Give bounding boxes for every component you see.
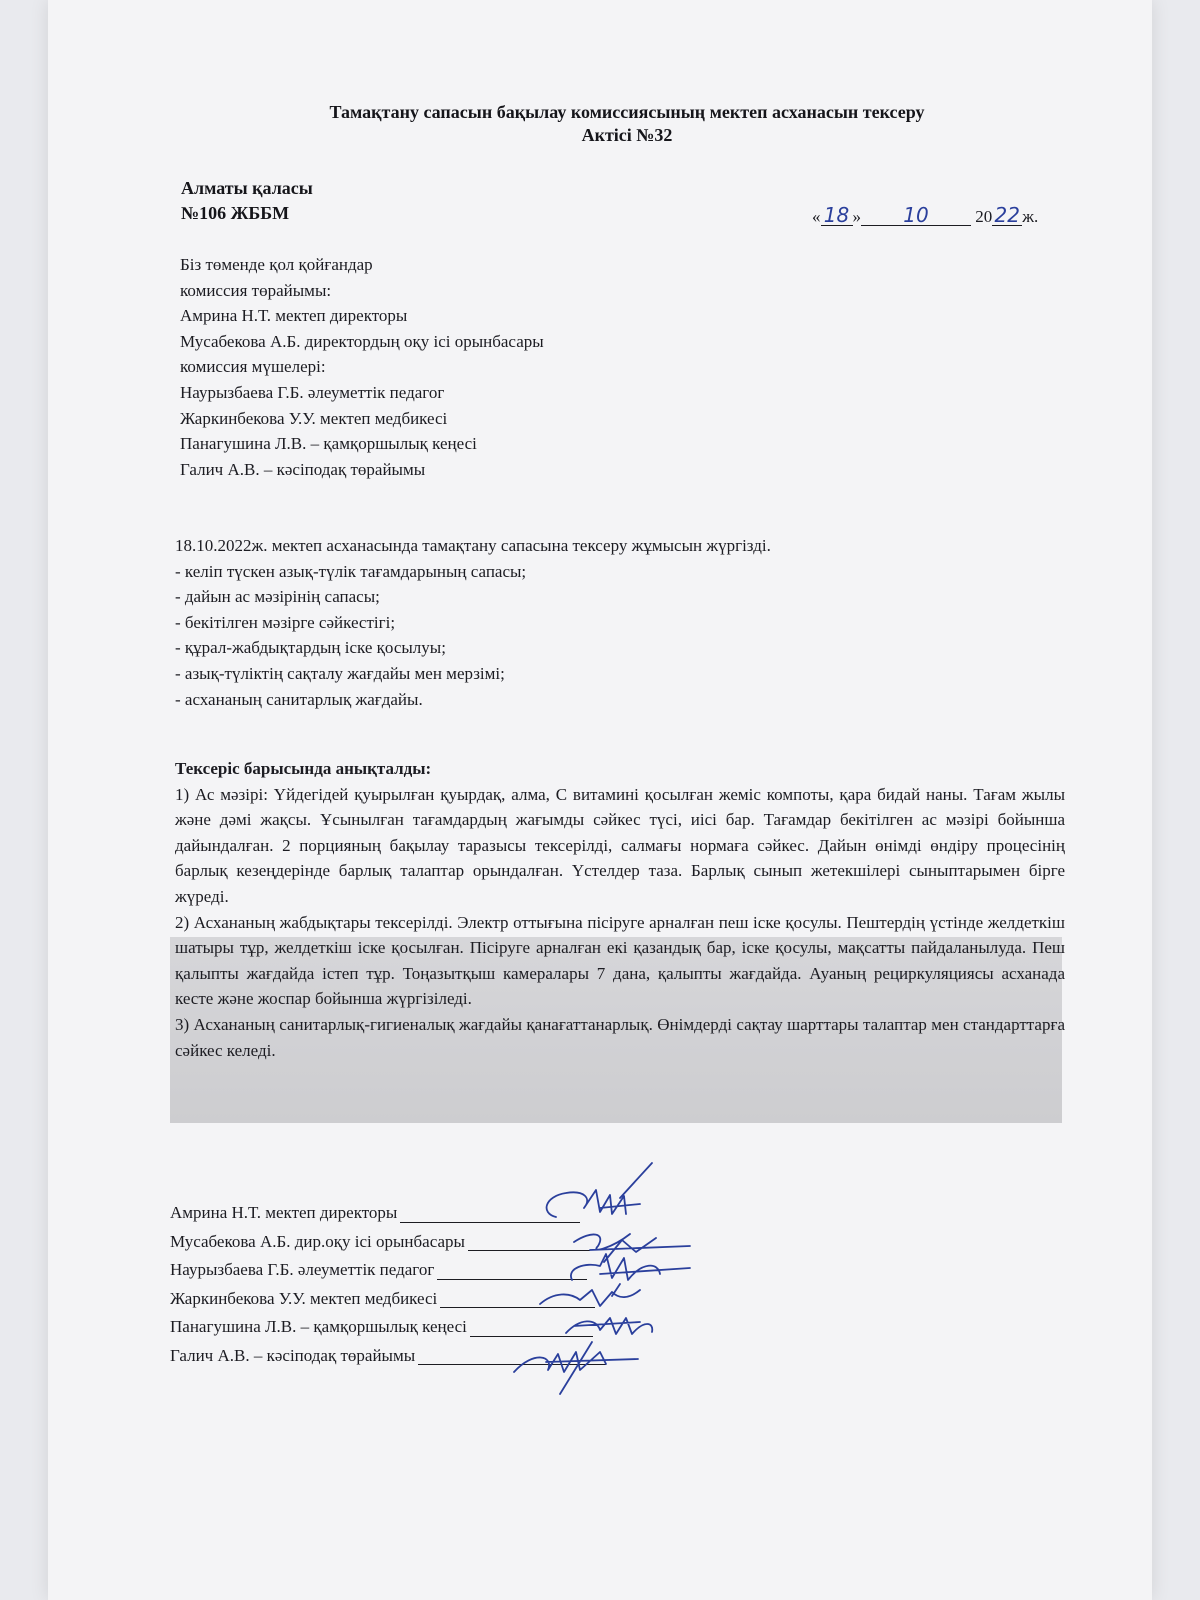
document-header [181, 176, 313, 226]
commission-members [180, 252, 544, 482]
inspection-item: - асхананың санитарлық жағдайы. [175, 689, 423, 709]
intro-line: Наурызбаева Г.Б. әлеуметтік педагог [180, 382, 445, 402]
intro-line: Біз төменде қол қойғандар [180, 255, 373, 274]
signature-row [170, 1256, 606, 1285]
signature-line [437, 1261, 587, 1280]
city: Алматы қаласы [181, 178, 313, 198]
signatory-name: Наурызбаева Г.Б. әлеуметтік педагог [170, 1260, 435, 1279]
signature-line [400, 1204, 580, 1223]
title-line-2: Актісі №32 [581, 125, 673, 145]
finding-paragraph: 2) Асхананың жабдықтары тексерілді. Электр оттығына пісіруге арналған пеш іске қосулы. Пештердің үстінде желдеткіш шатыры тұр, желдеткіш іске қосылған. Пісіруге арналған екі қазандық бар, іске қосулы, мақсатты пайдаланылуда. Пеш қалыпты жағдайда істеп тұр. Тоңазытқыш камералары 7 дана, қалыпты жағдайда. Ауаның рециркуляциясы асханада кесте және жоспар бойынша жүргізіледі. [175, 912, 1065, 1009]
intro-line: Галич А.В. – кәсіподақ төрайымы [180, 459, 426, 479]
intro-line: комиссия төрайымы: [180, 280, 332, 300]
signatory-name: Мусабекова А.Б. дир.оқу ісі орынбасары [170, 1231, 465, 1251]
document-date [812, 205, 1038, 227]
date-year-suffix: 22 [992, 205, 1022, 226]
signature-row [170, 1228, 606, 1257]
signatory-name: Жаркинбекова У.У. мектеп медбикесі [170, 1288, 438, 1308]
date-month: 10 [861, 205, 971, 226]
intro-line: Панагушина Л.В. – қамқоршылық кеңесі [180, 434, 477, 454]
date-open-quote: « [812, 207, 821, 226]
signatory-name: Амрина Н.Т. мектеп директоры [170, 1203, 398, 1222]
document-title [0, 101, 1200, 147]
date-day: 18 [821, 205, 853, 226]
inspection-item: - дайын ас мәзірінің сапасы; [175, 587, 380, 607]
signature-row [170, 1313, 606, 1342]
finding-paragraph: 1) Ас мәзірі: Үйдегідей қуырылған қуырдақ, алма, С витамині қосылған жеміс компоты, қара бидай наны. Тағам жылы және дәмі жақсы. Ұсынылған тағамдардың жағымды сәйкес түсі, иісі бар. Тағамдар бекітілген ас мәзірі бойынша дайындалған. 2 порцияның бақылау таразысы тексерілді, салмағы нормаға сәйкес. Дайын өнімді өндіру процесінің барлық кезеңдерінде барлық талаптар орындалған. Үстелдер таза. Барлық сынып жетекшілері сыныптарымен бірге жүреді. [175, 784, 1065, 906]
signature-row [170, 1199, 606, 1228]
findings-heading: Тексеріс барысында анықталды: [175, 759, 432, 778]
signature-line [468, 1232, 590, 1251]
inspection-item: - азық-түліктің сақталу жағдайы мен мерзімі; [175, 663, 505, 683]
date-close-quote: » [852, 207, 861, 226]
intro-line: комиссия мүшелері: [180, 357, 326, 377]
signature-row [170, 1342, 606, 1371]
inspection-section [175, 533, 1065, 712]
inspection-intro: 18.10.2022ж. мектеп асханасында тамақтану сапасына тексеру жұмысын жүргізді. [175, 536, 771, 555]
findings-section [175, 756, 1065, 1063]
signatory-name: Панагушина Л.В. – қамқоршылық кеңесі [170, 1317, 467, 1336]
date-year-end: ж. [1022, 207, 1039, 226]
signatory-name: Галич А.В. – кәсіподақ төрайымы [170, 1345, 416, 1365]
intro-line: Амрина Н.Т. мектеп директоры [180, 306, 408, 326]
intro-line: Мусабекова А.Б. директордың оқу ісі орынбасары [180, 331, 544, 351]
inspection-item: - бекітілген мәзірге сәйкестігі; [175, 612, 396, 632]
inspection-item: - құрал-жабдықтардың іске қосылуы; [175, 638, 446, 658]
date-year-prefix: 20 [975, 207, 993, 226]
signature-line [470, 1318, 593, 1337]
signature-line [418, 1346, 606, 1365]
title-line-1: Тамақтану сапасын бақылау комиссиясының мектеп асханасын тексеру [329, 102, 925, 122]
signature-line [440, 1289, 595, 1308]
signature-block [170, 1199, 606, 1370]
school: №106 ЖББМ [181, 203, 290, 223]
signature-row [170, 1285, 606, 1314]
inspection-item: - келіп түскен азық-түлік тағамдарының сапасы; [175, 561, 527, 581]
intro-line: Жаркинбекова У.У. мектеп медбикесі [180, 408, 448, 428]
finding-paragraph: 3) Асхананың санитарлық-гигиеналық жағдайы қанағаттанарлық. Өнімдерді сақтау шарттары талаптар мен стандарттарға сәйкес келеді. [175, 1014, 1065, 1060]
